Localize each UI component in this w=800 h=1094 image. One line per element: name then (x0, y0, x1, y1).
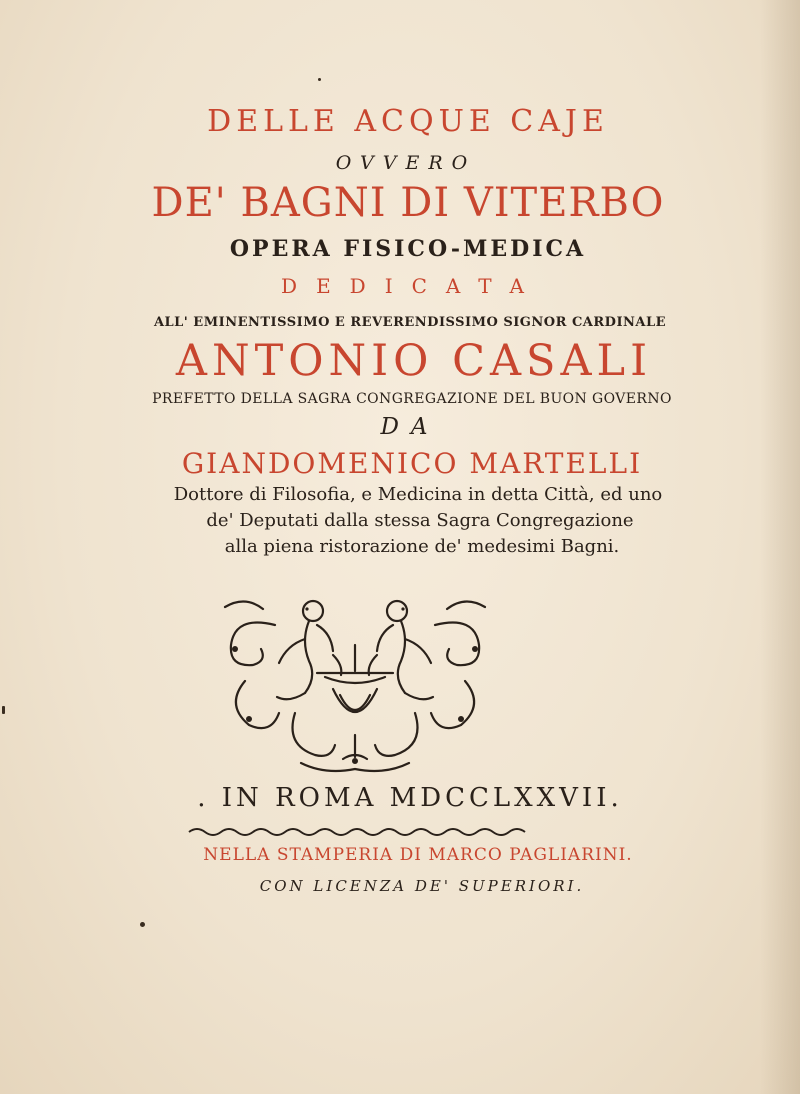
by-line: DA (380, 414, 440, 440)
author-description-1: Dottore di Filosofia, e Medicina in detta Città, ed uno (173, 484, 663, 505)
printers-ornament-rule-icon (185, 824, 530, 840)
author-description-3: alla piena ristorazione de' medesimi Bagni. (224, 536, 620, 557)
ink-speck (140, 922, 145, 927)
imprint-place-date: . IN ROMA MDCCLXXVII. (197, 783, 623, 813)
title-line-1: DELLE ACQUE CAJE (207, 104, 609, 139)
title-line-2: OVVERO (335, 152, 477, 174)
subtitle: OPERA FISICO-MEDICA (229, 236, 587, 262)
dedication-line: ALL' EMINENTISSIMO E REVERENDISSIMO SIGNOR CARDINALE (153, 315, 667, 330)
dedicatee-title: PREFETTO DELLA SAGRA CONGREGAZIONE DEL BUON GOVERNO (152, 391, 672, 407)
dedicatee-name: ANTONIO CASALI (175, 336, 653, 386)
ink-speck (318, 78, 321, 81)
ink-speck (2, 706, 5, 714)
printer-line: NELLA STAMPERIA DI MARCO PAGLIARINI. (203, 845, 633, 865)
dedication-heading: DEDICATA (281, 274, 543, 298)
author-description-2: de' Deputati dalla stessa Sagra Congregazione (206, 510, 634, 531)
main-title: DE' BAGNI DI VITERBO (151, 180, 665, 226)
license-line: CON LICENZA DE' SUPERIORI. (259, 877, 585, 895)
author-name: GIANDOMENICO MARTELLI (181, 447, 643, 480)
fountain-putti-ornament-icon (205, 585, 505, 780)
